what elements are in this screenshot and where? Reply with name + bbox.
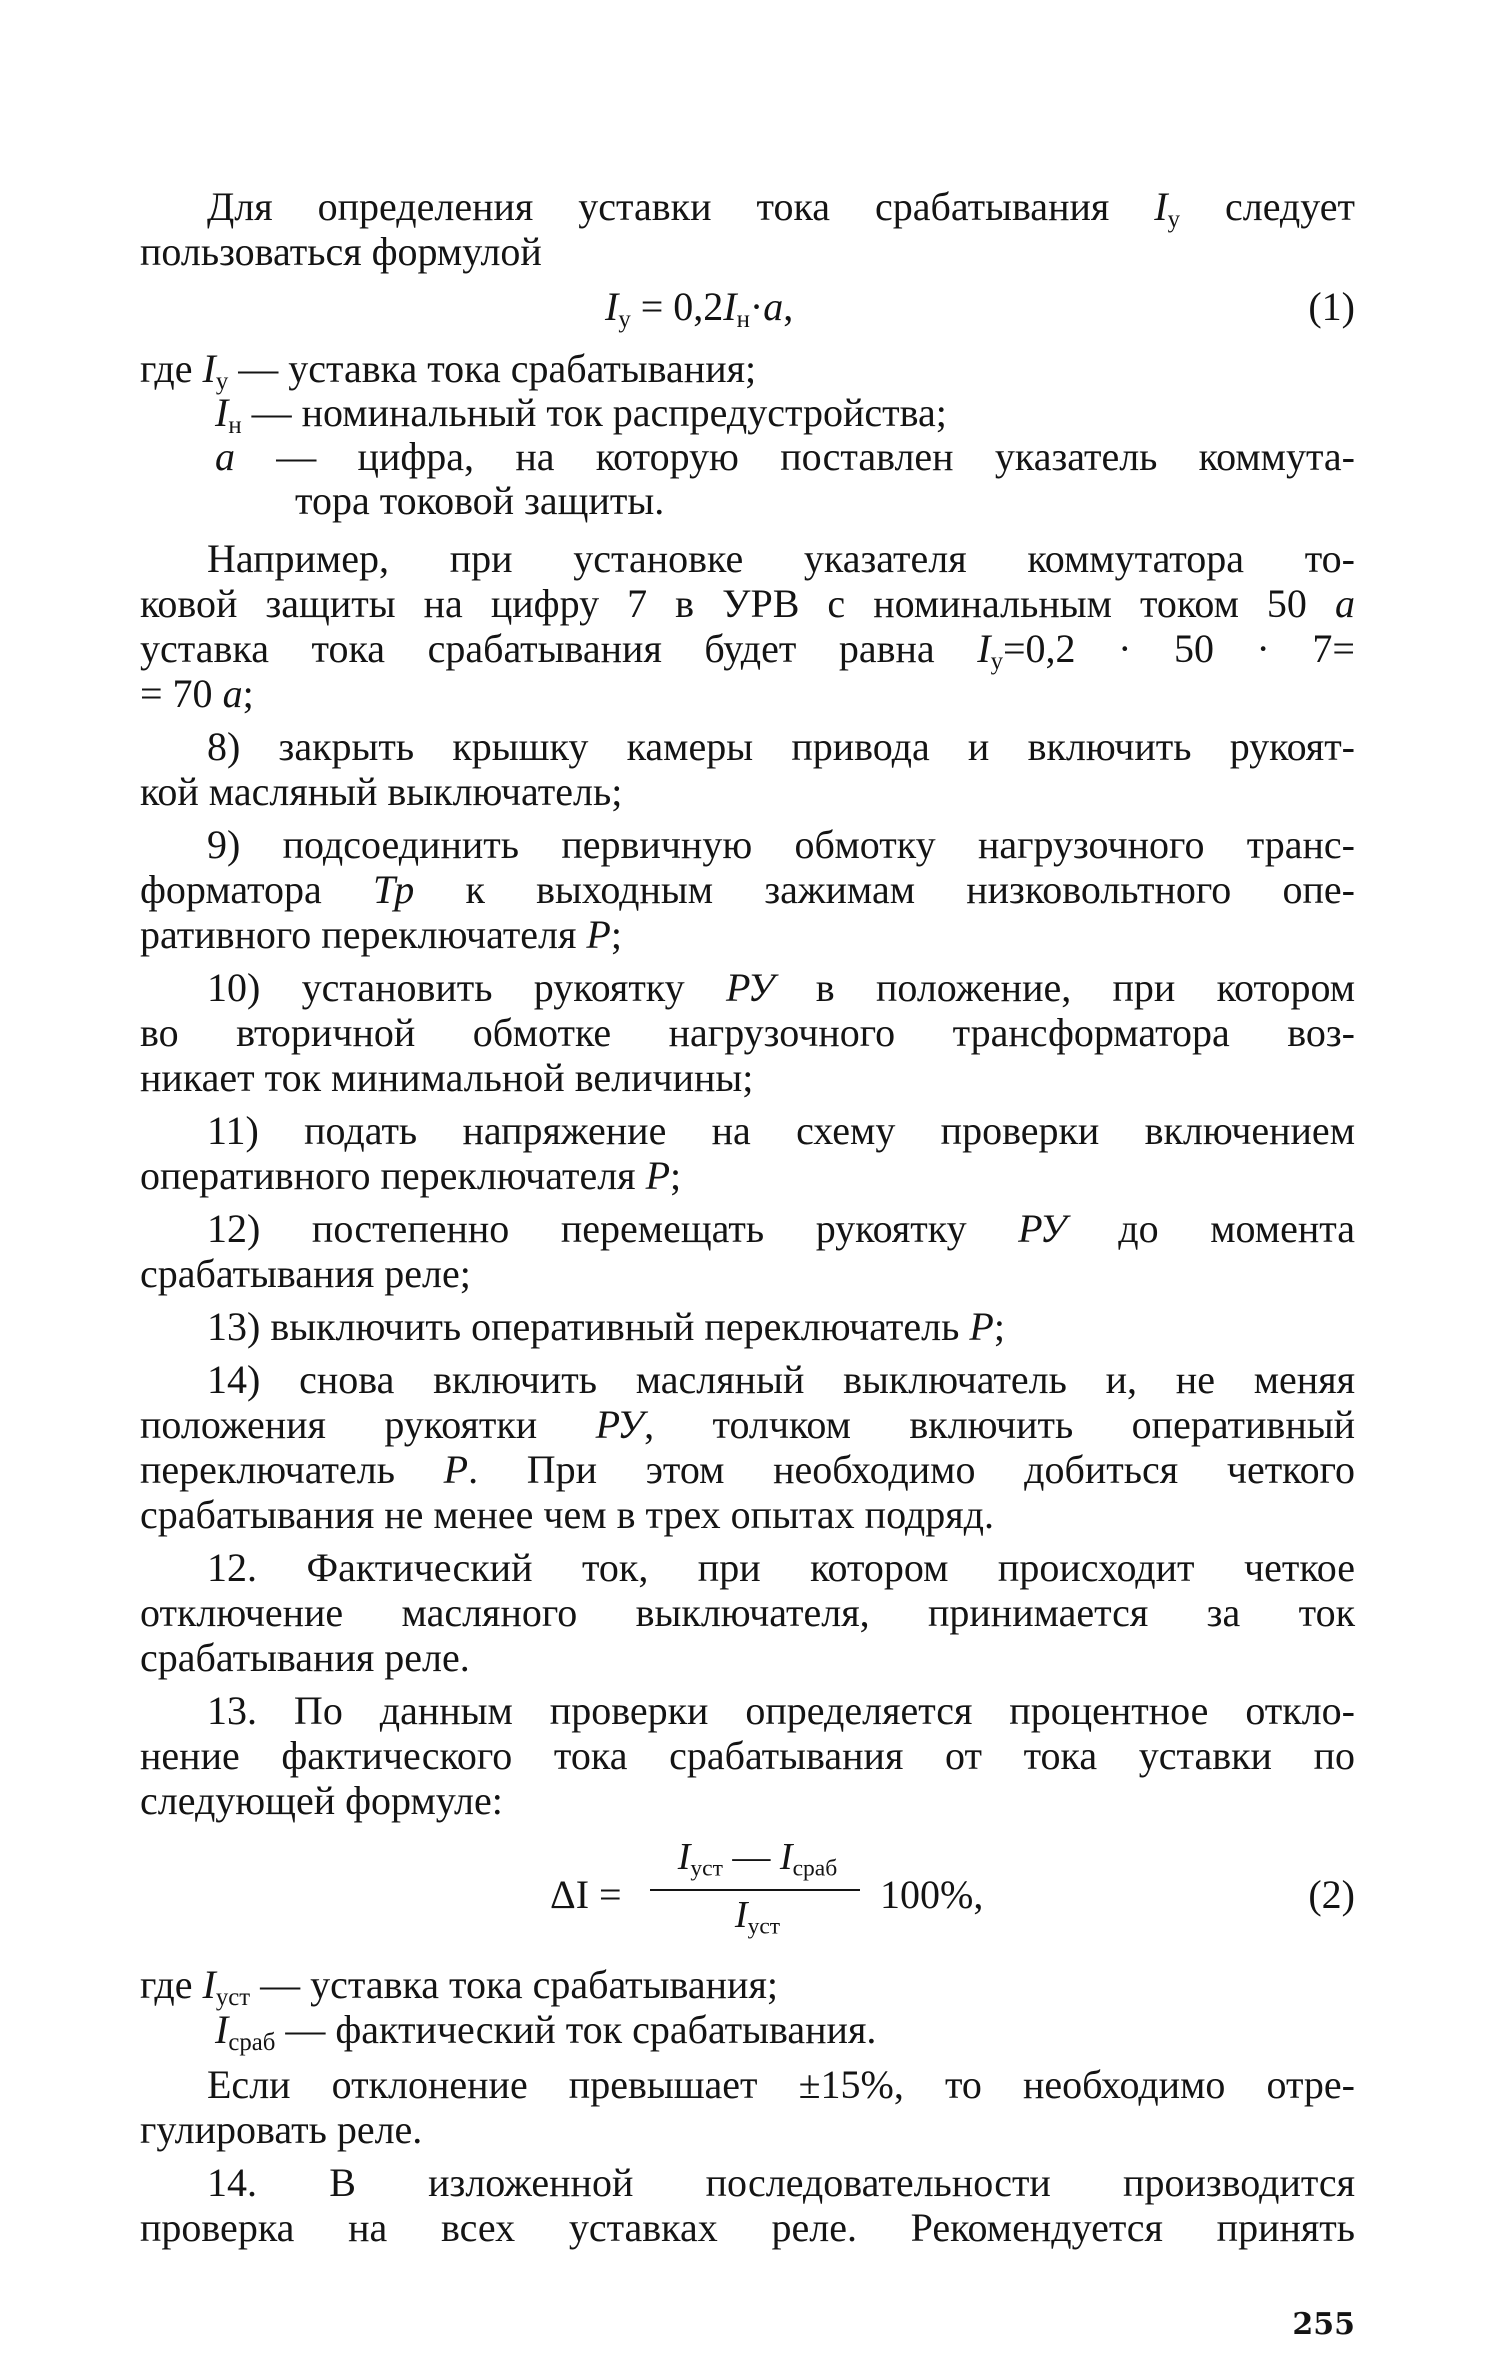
step-12-line-1: 12) постепенно перемещать рукоятку РУ до момента: [207, 1206, 1355, 1251]
para-13-line-3: следующей формуле:: [140, 1778, 503, 1823]
step-8-line-1: 8) закрыть крышку камеры привода и включить рукоят-: [207, 724, 1355, 769]
where-2-line-1: где $I_{уст}$ — уставка тока срабатывания;: [140, 1962, 778, 2011]
step-8-line-2: кой масляный выключатель;: [140, 769, 623, 814]
formula-2-lhs: ΔI =: [550, 1872, 622, 1917]
step-10-line-3: никает ток минимальной величины;: [140, 1055, 754, 1100]
formula-2-fraction: [645, 1835, 870, 1940]
step-14-line-2: положения рукоятки РУ, толчком включить оперативный: [140, 1402, 1356, 1447]
para-12-line-2: отключение масляного выключателя, принимается за ток: [140, 1590, 1355, 1635]
formula-2-tail: 100%,: [880, 1872, 984, 1917]
where-1-line-3: a — цифра, на которую поставлен указатель коммута-: [215, 434, 1355, 479]
formula-1-number: (1): [1308, 284, 1355, 329]
formula-1: $I_у = 0,2I_н\cdot a$,: [605, 284, 794, 333]
where-1-line-2: $I_н$ — номинальный ток распредустройства;: [215, 390, 947, 439]
step-9-line-1: 9) подсоединить первичную обмотку нагрузочного транс-: [207, 822, 1355, 867]
formula-2-numerator: $I_{уст}$ — $I_{сраб}$: [677, 1836, 838, 1882]
para-12-line-3: срабатывания реле.: [140, 1635, 470, 1680]
deviation-line-2: гулировать реле.: [140, 2107, 423, 2152]
step-13-line-1: 13) выключить оперативный переключатель P;: [207, 1304, 1005, 1349]
example-line-3: уставка тока срабатывания будет равна $I_у=0,2 \cdot 50 \cdot 7=$: [140, 626, 1355, 675]
step-11-line-1: 11) подать напряжение на схему проверки включением: [207, 1108, 1355, 1153]
step-9-line-3: ративного переключателя P;: [140, 912, 622, 957]
where-2-line-2: $I_{сраб}$ — фактический ток срабатывания.: [215, 2007, 877, 2056]
step-12-line-2: срабатывания реле;: [140, 1251, 471, 1296]
step-14-line-1: 14) снова включить масляный выключатель и, не меняя: [207, 1357, 1355, 1402]
where-1-line-4: тора токовой защиты.: [295, 478, 665, 523]
step-14-line-4: срабатывания не менее чем в трех опытах подряд.: [140, 1492, 995, 1537]
formula-2-number: (2): [1308, 1872, 1355, 1917]
book-page: [140, 184, 1356, 2342]
step-9-line-2: форматора Тр к выходным зажимам низковольтного опе-: [140, 867, 1355, 912]
where-1-line-1: где $I_у$ — уставка тока срабатывания;: [140, 346, 757, 395]
step-10-line-2: во вторичной обмотке нагрузочного трансформатора воз-: [140, 1010, 1355, 1055]
example-line-1: Например, при установке указателя коммутатора то-: [207, 536, 1355, 581]
para-13-line-1: 13. По данным проверки определяется процентное откло-: [207, 1688, 1355, 1733]
step-11-line-2: оперативного переключателя P;: [140, 1153, 682, 1198]
formula-2-fraction-bar: [650, 1889, 860, 1891]
para-13-line-2: нение фактического тока срабатывания от тока уставки по: [140, 1733, 1355, 1778]
intro-line-1: Для определения уставки тока срабатывания $I_у$ следует: [207, 184, 1355, 233]
formula-2-denominator: $I_{уст}$: [734, 1894, 781, 1940]
page-number: 255: [1292, 2307, 1355, 2342]
example-line-4: = 70 a;: [140, 671, 254, 716]
intro-line-2: пользоваться формулой: [140, 229, 542, 274]
deviation-line-1: Если отклонение превышает ±15%, то необходимо отре-: [207, 2062, 1355, 2107]
step-10-line-1: 10) установить рукоятку РУ в положение, при котором: [207, 965, 1356, 1010]
para-14-line-2: проверка на всех уставках реле. Рекомендуется принять: [140, 2205, 1355, 2250]
para-12-line-1: 12. Фактический ток, при котором происходит четкое: [207, 1545, 1355, 1590]
para-14-line-1: 14. В изложенной последовательности производится: [207, 2160, 1355, 2205]
example-line-2: ковой защиты на цифру 7 в УРВ с номинальным током 50 a: [140, 581, 1355, 626]
step-14-line-3: переключатель P. При этом необходимо добиться четкого: [140, 1447, 1355, 1492]
